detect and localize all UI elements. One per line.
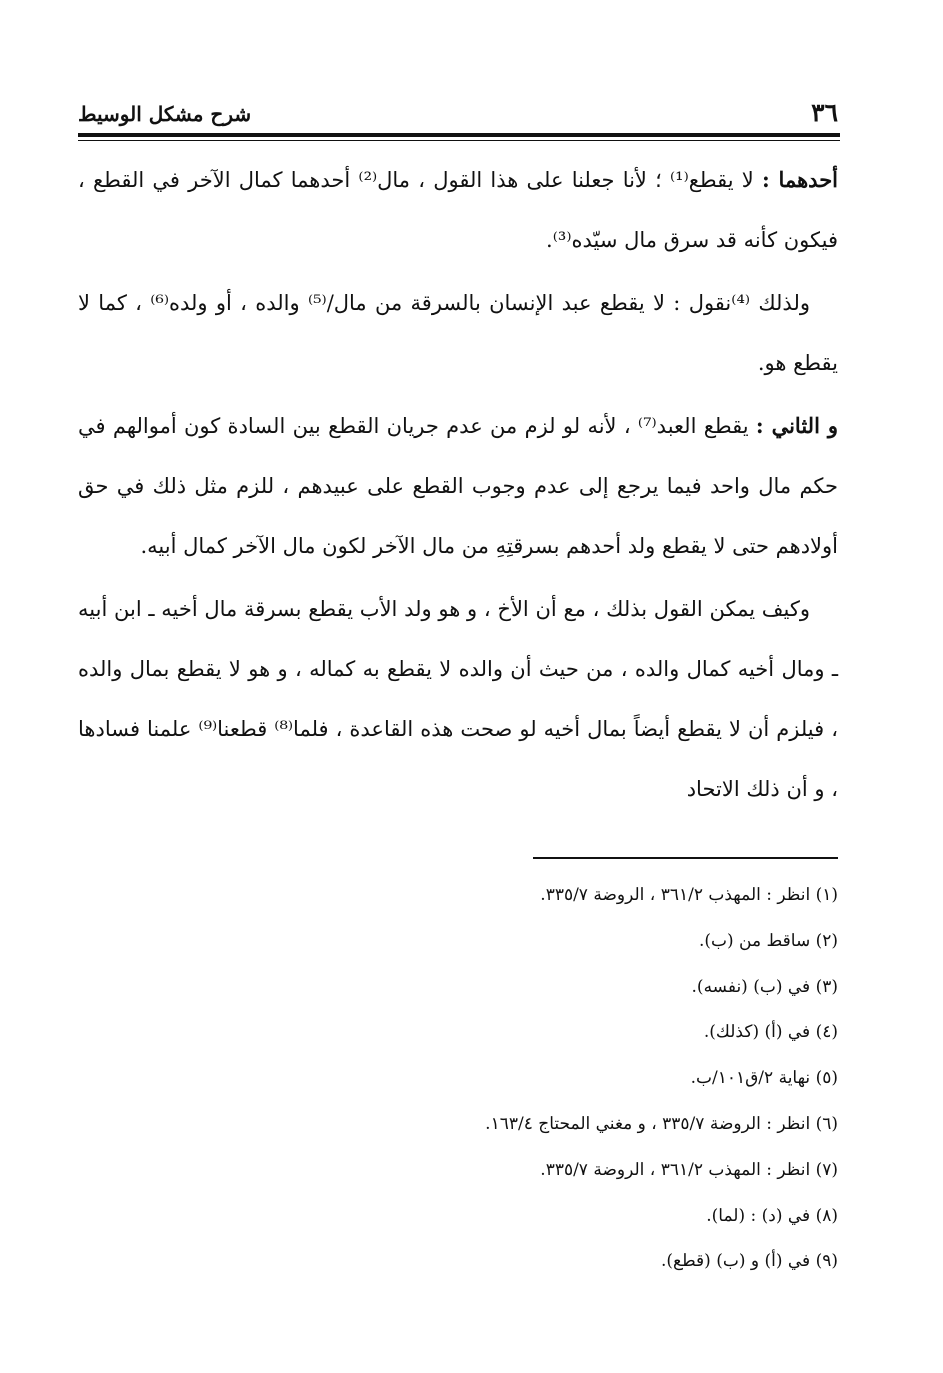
footnote-separator [533,857,838,859]
paragraph-second-opinion [78,396,838,576]
footnote-7: (٧) انظر : المهذب ٣٦١/٢ ، الروضة ٣٣٥/٧. [540,1159,838,1180]
footnote-3: (٣) في (ب) (نفسه). [691,976,838,997]
header-rule [78,133,840,137]
paragraph-how [78,579,838,819]
header-rule-thin [78,140,840,141]
footnote-8: (٨) في (د) : (لما). [706,1205,838,1226]
footnote-1: (١) انظر : المهذب ٣٦١/٢ ، الروضة ٣٣٥/٧. [540,885,838,905]
page-header [78,98,838,130]
paragraph-first-opinion [78,150,838,270]
paragraph-therefore [78,273,838,393]
page-number: ٣٦ [811,98,838,127]
paragraph-lead: أحدهما : [761,167,839,192]
running-title: شرح مشكل الوسيط [78,102,252,126]
paragraph-lead: و الثاني : [755,413,838,438]
footnote-6: (٦) انظر : الروضة ٣٣٥/٧ ، و مغني المحتاج ١٦٣/٤. [485,1113,838,1134]
footnote-9: (٩) في (أ) و (ب) (قطع). [661,1251,838,1272]
main-text [78,150,838,822]
footnote-4: (٤) في (أ) (كذلك). [703,1022,838,1043]
footnote-5: (٥) نهاية ٢/ق١٠١/ب. [690,1068,838,1089]
paragraph-text: ولذلك ⁽⁴⁾نقول : لا يقطع عبد الإنسان بالسرقة من مال/⁽⁵⁾ والده ، أو ولده⁽⁶⁾ ، كما لا يقطع هو. [78,291,838,375]
paragraph-text: وكيف يمكن القول بذلك ، مع أن الأخ ، و هو ولد الأب يقطع بسرقة مال أخيه ـ ابن أبيه ـ ومال أخيه كمال والده ، من حيث أن والده لا يقطع به كماله ، و هو لا يقطع بمال والده ، فيلزم أن لا يقطع أيضاً بمال أخيه لو صحت هذه القاعدة ، فلما⁽⁸⁾ قطعنا⁽⁹⁾ علمنا فسادها ، و أن ذلك الاتحاد [78,597,838,801]
footnote-2: (٢) ساقط من (ب). [698,930,838,951]
footnotes [200,873,838,1285]
paragraph-text: يقطع العبد⁽⁷⁾ ، لأنه لو لزم من عدم جريان القطع بين السادة كون أموالهم في حكم مال واحد فيما يرجع إلى عدم وجوب القطع على عبيدهم ، للزم مثل ذلك في حق أولادهم حتى لا يقطع ولد أحدهم بسرقتِهِ من مال الآخر لكون مال الآخر كمال أبيه. [78,414,838,558]
paragraph-text: لا يقطع⁽¹⁾ ؛ لأنا جعلنا على هذا القول ، مال⁽²⁾ أحدهما كمال الآخر في القطع ، فيكون كأنه قد سرق مال سيّده⁽³⁾. [78,168,838,252]
